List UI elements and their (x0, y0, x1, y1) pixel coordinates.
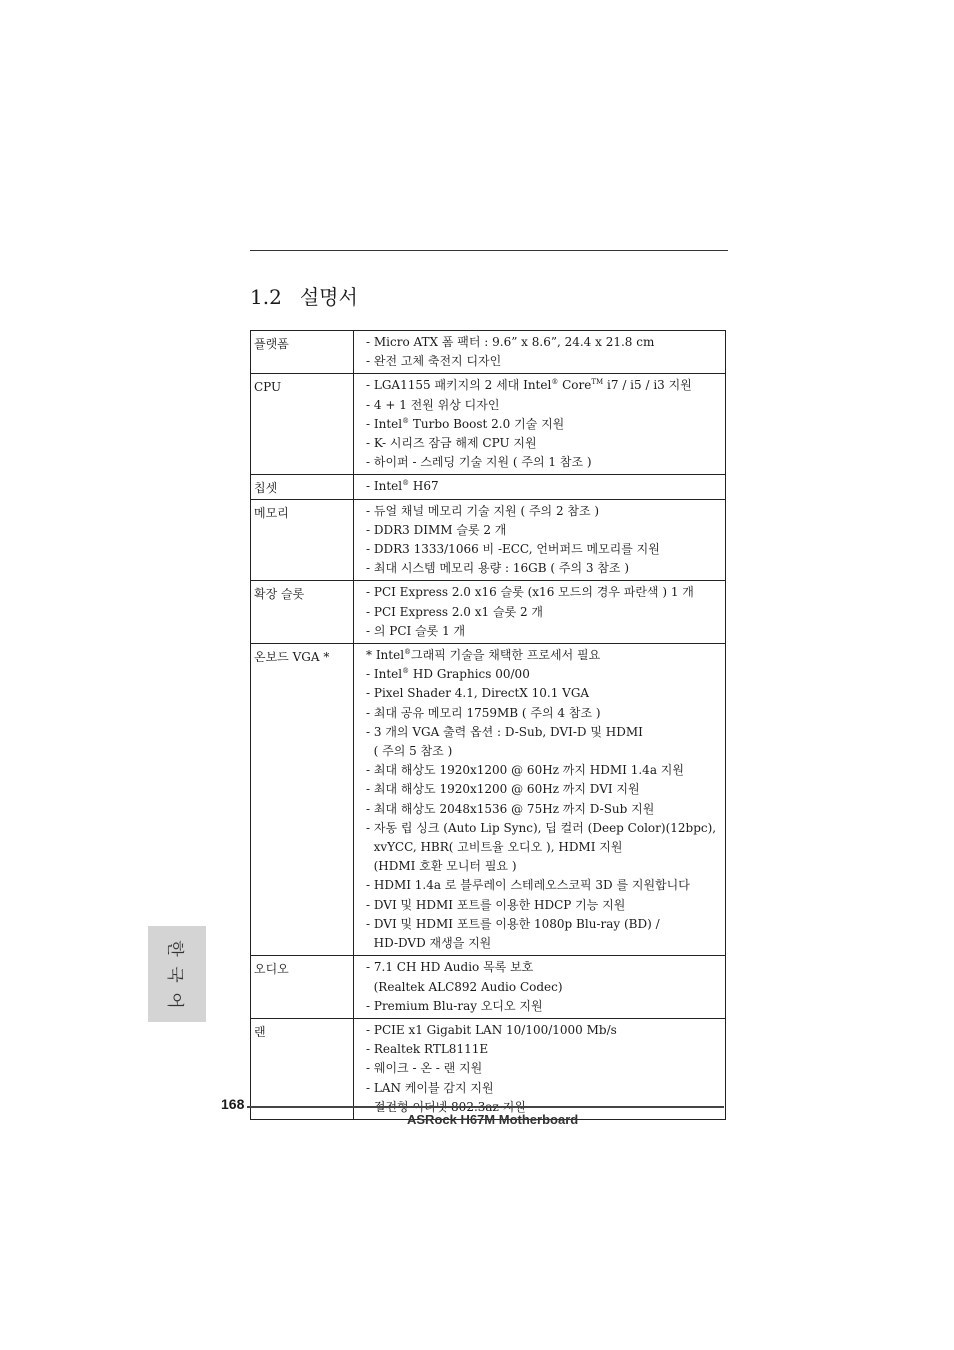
spec-line: - LAN 케이블 감지 지원 (366, 1080, 494, 1095)
section-title: 설명서 (299, 285, 358, 309)
spec-line: - K- 시리즈 잠금 해제 CPU 지원 (366, 436, 537, 451)
spec-line: - 최대 해상도 1920x1200 @ 60Hz 까지 DVI 지원 (366, 782, 640, 797)
section-heading (250, 284, 358, 310)
spec-line: - DDR3 DIMM 슬롯 2 개 (366, 522, 507, 537)
spec-line: - 자동 립 싱크 (Auto Lip Sync), 딥 컬러 (Deep Color)(12bpc), (366, 820, 717, 835)
spec-line: - 4 + 1 전원 위상 디자인 (366, 397, 500, 412)
language-side-tab (148, 926, 206, 1022)
spec-row (251, 499, 726, 581)
spec-line: HD-DVD 재생을 지원 (366, 936, 492, 951)
spec-values (354, 644, 726, 956)
spec-line: - 절전형 이더넷 802.3az 지원 (366, 1099, 526, 1114)
spec-line: - 완전 고체 축전지 디자인 (366, 354, 502, 369)
spec-line: - LGA1155 패키지의 2 세대 Intel® Core™ i7 / i5 / i3 지원 (366, 378, 692, 393)
spec-label: CPU (251, 374, 354, 475)
spec-line: * Intel®그래픽 기술을 채택한 프로세서 필요 (366, 648, 601, 663)
side-tab-char: 한 (164, 940, 185, 957)
spec-line: (Realtek ALC892 Audio Codec) (366, 979, 563, 994)
spec-line: - DVI 및 HDMI 포트를 이용한 HDCP 기능 지원 (366, 897, 626, 912)
spec-line: - Pixel Shader 4.1, DirectX 10.1 VGA (366, 686, 590, 701)
spec-line: ( 주의 5 참조 ) (366, 744, 453, 759)
spec-label: 확장 슬롯 (251, 581, 354, 644)
footer-text: ASRock H67M Motherboard (407, 1112, 579, 1127)
spec-values (354, 956, 726, 1019)
spec-line: - 의 PCI 슬롯 1 개 (366, 623, 466, 638)
spec-values (354, 1018, 726, 1119)
spec-line: - 3 개의 VGA 출력 옵션 : D-Sub, DVI-D 및 HDMI (366, 724, 643, 739)
spec-line: - Intel® H67 (366, 479, 439, 494)
page-number: 168 (221, 1096, 245, 1112)
spec-row (251, 956, 726, 1019)
spec-label: 오디오 (251, 956, 354, 1019)
spec-line: (HDMI 호환 모니터 필요 ) (366, 859, 517, 874)
spec-line: - HDMI 1.4a 로 블루레이 스테레오스코픽 3D 를 지원합니다 (366, 878, 690, 893)
section-number: 1.2 (250, 285, 282, 309)
spec-line: - Premium Blu-ray 오디오 지원 (366, 998, 543, 1013)
spec-values (354, 581, 726, 644)
spec-label: 메모리 (251, 499, 354, 581)
spec-label: 온보드 VGA * (251, 644, 354, 956)
spec-values (354, 374, 726, 475)
spec-label: 랜 (251, 1018, 354, 1119)
bottom-rule (247, 1106, 724, 1108)
spec-label: 칩셋 (251, 475, 354, 499)
top-rule (250, 250, 728, 251)
spec-line: - 최대 해상도 2048x1536 @ 75Hz 까지 D-Sub 지원 (366, 801, 655, 816)
spec-line: - DDR3 1333/1066 비 -ECC, 언버퍼드 메모리를 지원 (366, 542, 660, 557)
spec-table (250, 330, 726, 1120)
spec-line: - DVI 및 HDMI 포트를 이용한 1080p Blu-ray (BD) / (366, 916, 660, 931)
spec-line: - Realtek RTL8111E (366, 1042, 489, 1057)
side-tab-char: 어 (164, 992, 185, 1009)
spec-row (251, 475, 726, 499)
spec-line: xvYCC, HBR( 고비트율 오디오 ), HDMI 지원 (366, 840, 623, 855)
spec-line: - 하이퍼 - 스레딩 기술 지원 ( 주의 1 참조 ) (366, 455, 592, 470)
spec-row (251, 1018, 726, 1119)
spec-label: 플랫폼 (251, 331, 354, 374)
side-tab-char: 국 (164, 966, 185, 983)
spec-line: - 최대 시스템 메모리 용량 : 16GB ( 주의 3 참조 ) (366, 561, 630, 576)
spec-line: - PCI Express 2.0 x16 슬롯 (x16 모드의 경우 파란색 ) 1 개 (366, 585, 694, 600)
spec-values (354, 475, 726, 499)
spec-line: - PCIE x1 Gigabit LAN 10/100/1000 Mb/s (366, 1022, 617, 1037)
spec-line: - 7.1 CH HD Audio 목록 보호 (366, 960, 534, 975)
spec-line: - Intel® HD Graphics 00/00 (366, 667, 530, 682)
spec-line: - 최대 해상도 1920x1200 @ 60Hz 까지 HDMI 1.4a 지원 (366, 763, 684, 778)
spec-values (354, 499, 726, 581)
spec-values (354, 331, 726, 374)
spec-line: - PCI Express 2.0 x1 슬롯 2 개 (366, 604, 544, 619)
spec-row (251, 581, 726, 644)
spec-line: - Micro ATX 폼 팩터 : 9.6” x 8.6”, 24.4 x 21.8 cm (366, 335, 655, 349)
spec-row (251, 374, 726, 475)
spec-row (251, 644, 726, 956)
spec-line: - 듀얼 채널 메모리 기술 지원 ( 주의 2 참조 ) (366, 503, 600, 518)
spec-line: - 웨이크 - 온 - 랜 지원 (366, 1061, 483, 1076)
spec-line: - 최대 공유 메모리 1759MB ( 주의 4 참조 ) (366, 705, 601, 720)
spec-row (251, 331, 726, 374)
spec-line: - Intel® Turbo Boost 2.0 기술 지원 (366, 416, 565, 431)
